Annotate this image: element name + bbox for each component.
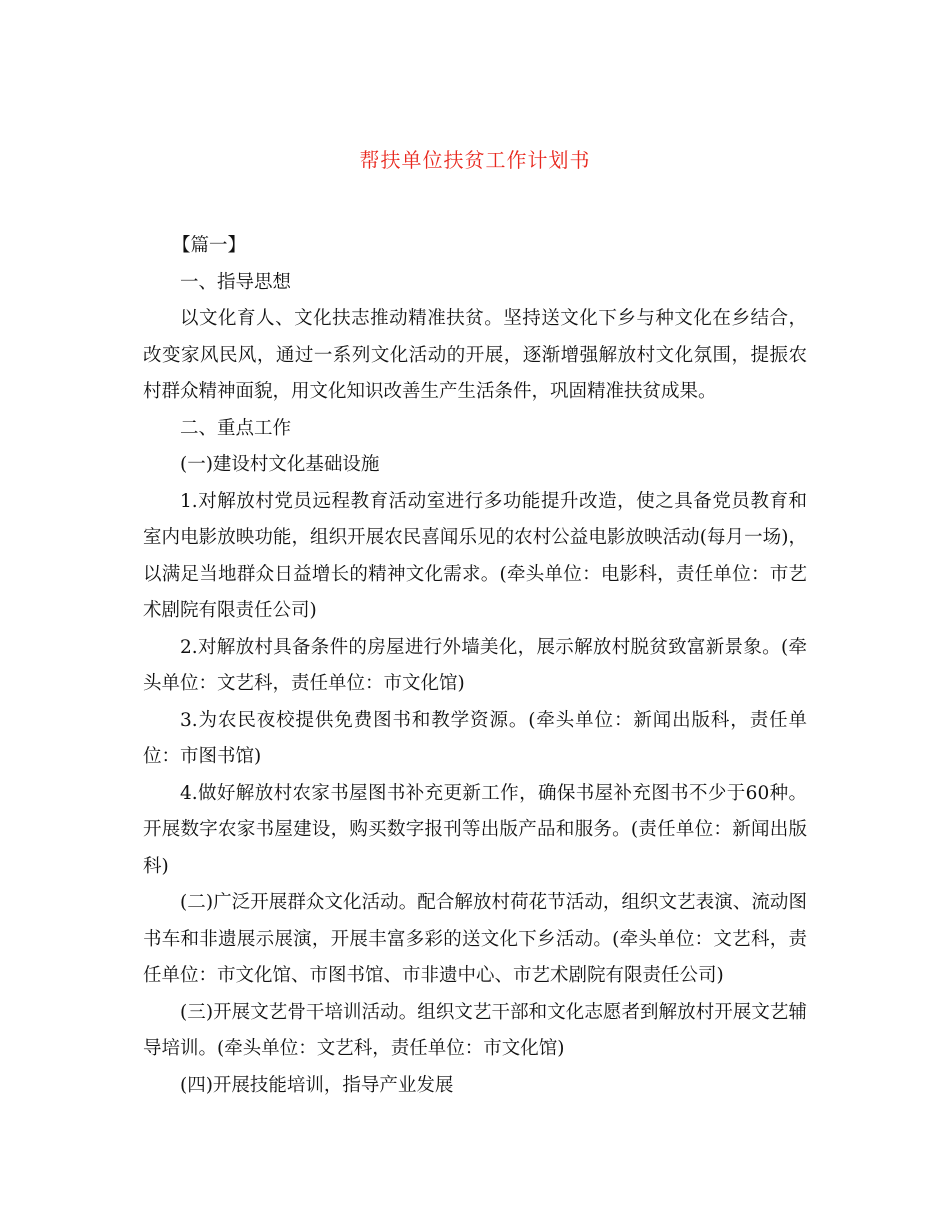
subheading-infrastructure: (一)建设村文化基础设施 [180, 454, 380, 475]
document-body [143, 228, 807, 1104]
document-title: 帮扶单位扶贫工作计划书 [359, 148, 591, 172]
item-3: 3.为农民夜校提供免费图书和教学资源。(牵头单位：新闻出版科，责任单位：市图书馆) [143, 709, 807, 767]
heading-guiding-ideology: 一、指导思想 [180, 271, 292, 293]
item-4: 4.做好解放村农家书屋图书补充更新工作，确保书屋补充图书不少于60种。开展数字农家书屋建设，购买数字报刊等出版产品和服务。(责任单位：新闻出版科) [143, 782, 807, 877]
heading-key-work: 二、重点工作 [180, 417, 292, 439]
item-2: 2.对解放村具备条件的房屋进行外墙美化，展示解放村脱贫致富新景象。(牵头单位：文艺科，责任单位：市文化馆) [143, 636, 807, 694]
item-1: 1.对解放村党员远程教育活动室进行多功能提升改造，使之具备党员教育和室内电影放映功能，组织开展农民喜闻乐见的农村公益电影放映活动(每月一场)，以满足当地群众日益增长的精神文化需求。(牵头单位：电影科，责任单位：市艺术剧院有限责任公司) [143, 490, 807, 621]
paragraph-guiding-ideology: 以文化育人、文化扶志推动精准扶贫。坚持送文化下乡与种文化在乡结合，改变家风民风，通过一系列文化活动的开展，逐渐增强解放村文化氛围，提振农村群众精神面貌，用文化知识改善生产生活条件，巩固精准扶贫成果。 [143, 308, 807, 402]
subheading-skills-training: (四)开展技能培训，指导产业发展 [180, 1074, 454, 1096]
paragraph-cultural-activities: (二)广泛开展群众文化活动。配合解放村荷花节活动，组织文艺表演、流动图书车和非遗展示展演，开展丰富多彩的送文化下乡活动。(牵头单位：文艺科，责任单位：市文化馆、市图书馆、市非遗中心、市艺术剧院有限责任公司) [143, 892, 807, 986]
section-label: 【篇一】 [172, 235, 247, 256]
paragraph-training: (三)开展文艺骨干培训活动。组织文艺干部和文化志愿者到解放村开展文艺辅导培训。(牵头单位：文艺科，责任单位：市文化馆) [143, 1001, 807, 1059]
